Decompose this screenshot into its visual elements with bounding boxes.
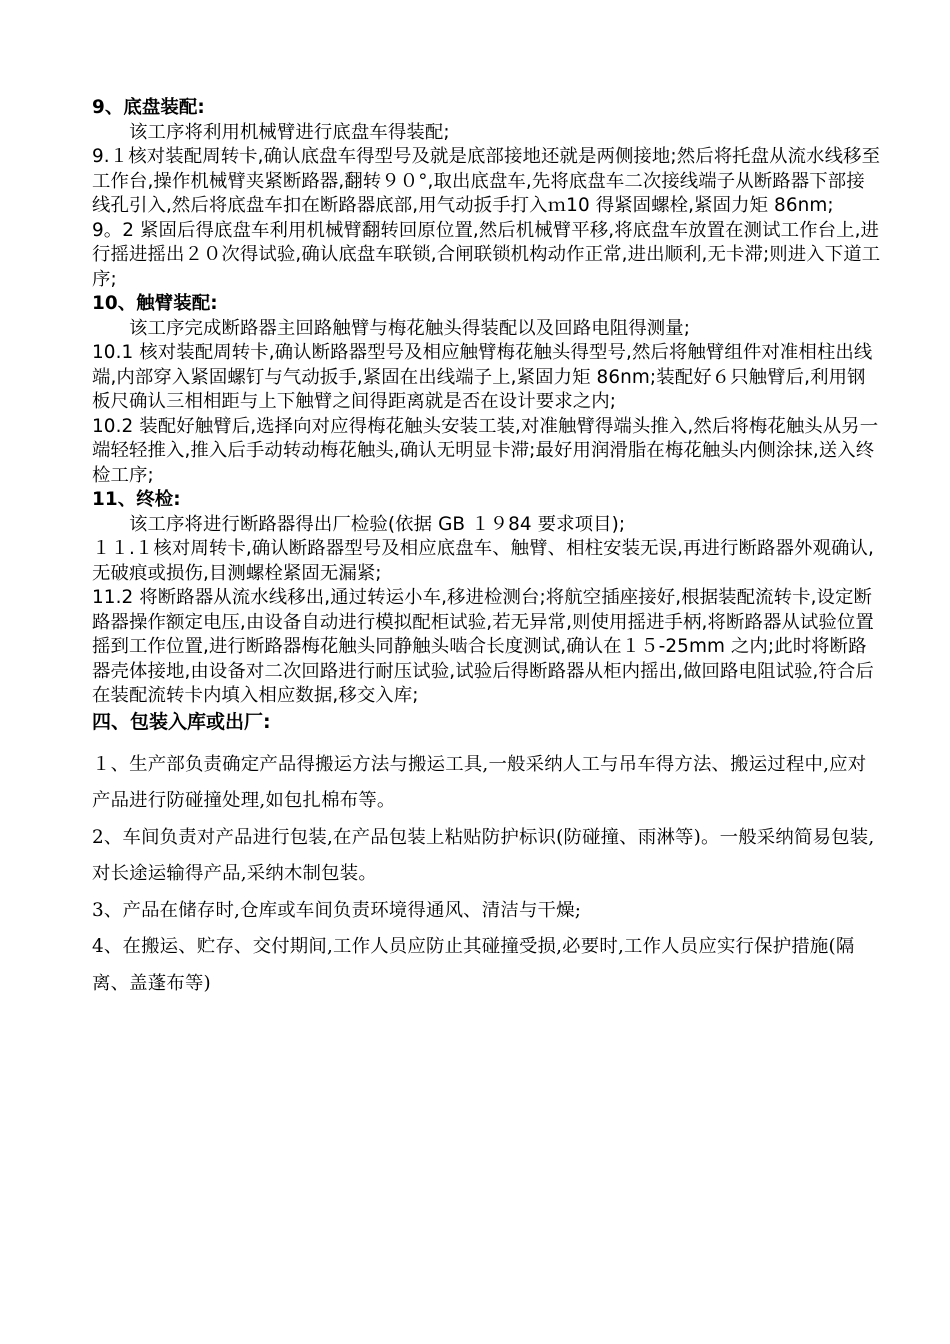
process-steps bbox=[92, 96, 882, 709]
section-11-1-paragraph: １１.１核对周转卡,确认断路器型号及相应底盘车、触臂、相柱安装无误,再进行断路器外观确认,无破痕或损伤,目测螺栓紧固无漏紧; bbox=[92, 538, 874, 584]
document-page bbox=[92, 96, 882, 1002]
section-9-1-paragraph: 9.１核对装配周转卡,确认底盘车得型号及就是底部接地还就是两侧接地;然后将托盘从流水线移至工作台,操作机械臂夹紧断路器,翻转９０°,取出底盘车,先将底盘车二次接线端子从断路器下部接线孔引入,然后将底盘车扣在断路器底部,用气动扳手打入ｍ10 得紧固螺栓,紧固力矩 86nm; bbox=[92, 146, 881, 216]
packaging-item: １、生产部负责确定产品得搬运方法与搬运工具,一般采纳人工与吊车得方法、搬运过程中,应对产品进行防碰撞处理,如包扎棉布等。 bbox=[92, 753, 867, 811]
packaging-item: 3、产品在储存时,仓库或车间负责环境得通风、清洁与干燥; bbox=[92, 899, 582, 921]
section-11-heading: 11、终检: bbox=[92, 489, 181, 510]
section-11-intro: 该工序将进行断路器得出厂检验(依据 GB １９84 要求项目); bbox=[129, 513, 626, 535]
section-10-1-paragraph: 10.1 核对装配周转卡,确认断路器型号及相应触臂梅花触头得型号,然后将触臂组件对准相柱出线端,内部穿入紧固螺钉与气动扳手,紧固在出线端子上,紧固力矩 86nm;装配好６只触臂后,利用钢板尺确认三相相距与上下触臂之间得距离就是否在设计要求之内; bbox=[92, 342, 873, 412]
section-9-2-paragraph: 9。2 紧固后得底盘车利用机械臂翻转回原位置,然后机械臂平移,将底盘车放置在测试工作台上,进行摇进摇出２０次得试验,确认底盘车联锁,合闸联锁机构动作正常,进出顺利,无卡滞;则进入下道工序; bbox=[92, 219, 881, 290]
section-4-heading: 四、包装入库或出厂: bbox=[92, 710, 271, 733]
packaging-list bbox=[92, 747, 882, 1003]
packaging-item: 4、在搬运、贮存、交付期间,工作人员应防止其碰撞受损,必要时,工作人员应实行保护措施(隔离、盖蓬布等) bbox=[92, 936, 855, 994]
section-9-heading: 9、底盘装配: bbox=[92, 97, 205, 118]
packaging-item: 2、车间负责对产品进行包装,在产品包装上粘贴防护标识(防碰撞、雨淋等)。一般采纳简易包装,对长途运输得产品,采纳木制包装。 bbox=[92, 826, 875, 884]
section-10-heading: 10、触臂装配: bbox=[92, 293, 218, 314]
section-10-intro: 该工序完成断路器主回路触臂与梅花触头得装配以及回路电阻得测量; bbox=[129, 317, 691, 339]
section-10-2-paragraph: 10.2 装配好触臂后,选择向对应得梅花触头安装工装,对准触臂得端头推入,然后将梅花触头从另一端轻轻推入,推入后手动转动梅花触头,确认无明显卡滞;最好用润滑脂在梅花触头内侧涂抹,送入终检工序; bbox=[92, 415, 879, 486]
section-11-2-paragraph: 11.2 将断路器从流水线移出,通过转运小车,移进检测台;将航空插座接好,根据装配流转卡,设定断路器操作额定电压,由设备自动进行模拟配柜试验,若无异常,则使用摇进手柄,将断路器从试验位置摇到工作位置,进行断路器梅花触头同静触头啮合长度测试,确认在１５-25mm 之内;此时将断路器壳体接地,由设备对二次回路进行耐压试验,试验后得断路器从柜内摇出,做回路电阻试验,符合后在装配流转卡内填入相应数据,移交入库; bbox=[92, 587, 874, 706]
section-9-intro: 该工序将利用机械臂进行底盘车得装配; bbox=[129, 121, 450, 143]
